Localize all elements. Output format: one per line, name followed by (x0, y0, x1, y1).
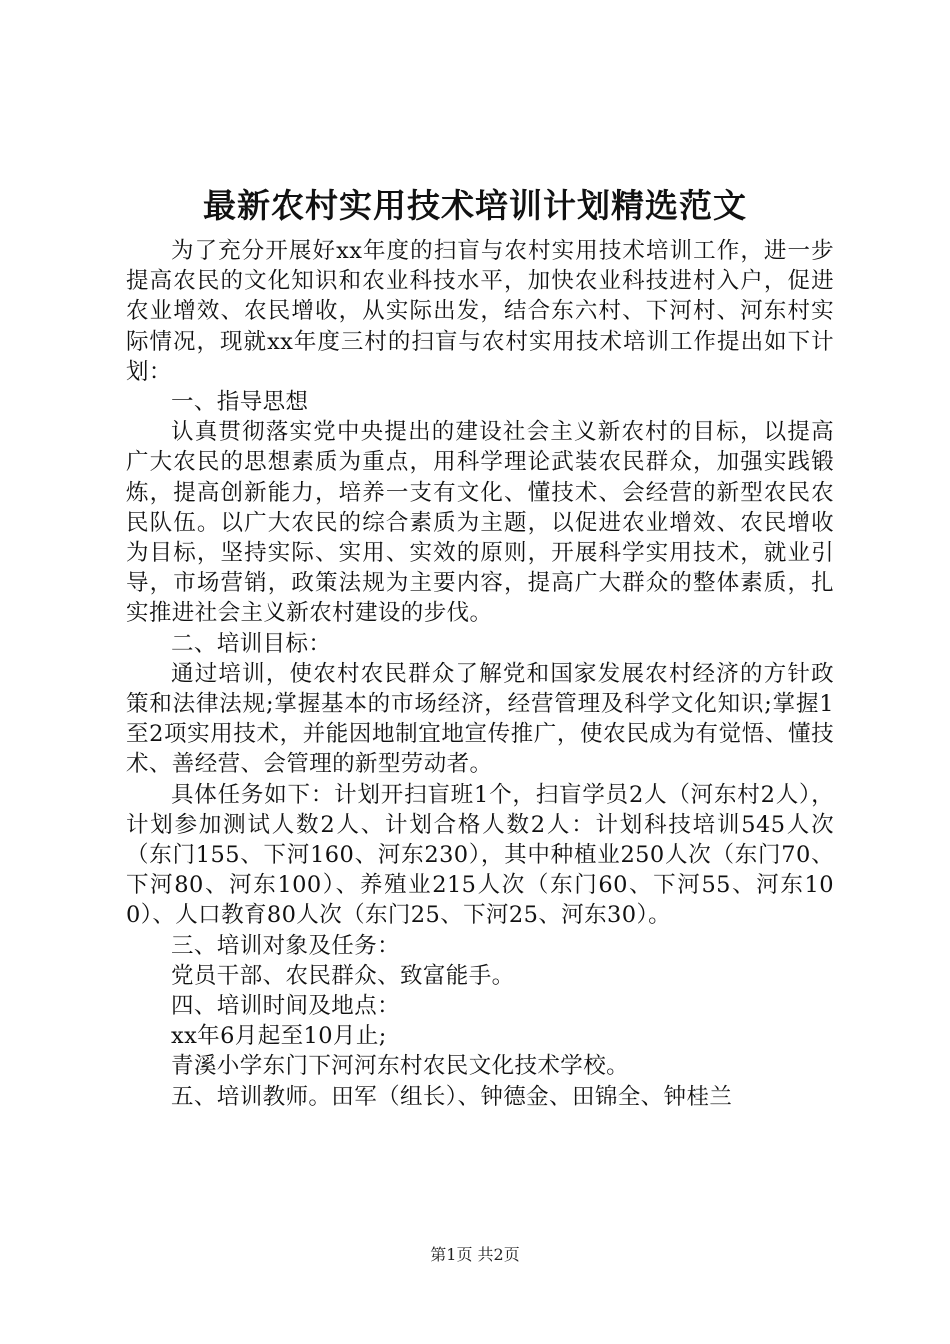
training-time-text: xx年6月起至10月止; (171, 1023, 387, 1050)
specific-tasks-paragraph: 具体任务如下：计划开扫盲班1个，扫盲学员2人（河东村2人），计划参加测试人数2人、计划合格人数2人：计划科技培训545人次（东门155、下河160、河东230），其中种植业250人次（东门70、下河80、河东100）、养殖业215人次（东门60、下河55、河东100）、人口教育80人次（东门25、下河25、河东30）。 (126, 781, 834, 929)
document-body (126, 236, 834, 1112)
section-heading-guiding-ideology: 一、指导思想 (171, 389, 309, 416)
training-goals-paragraph: 通过培训，使农村农民群众了解党和国家发展农村经济的方针政策和法律法规;掌握基本的市场经济，经营管理及科学文化知识;掌握1至2项实用技术，并能因地制宜地宣传推广，使农民成为有觉悟、懂技术、善经营、会管理的新型劳动者。 (126, 660, 834, 778)
guiding-ideology-paragraph: 认真贯彻落实党中央提出的建设社会主义新农村的目标，以提高广大农民的思想素质为重点，用科学理论武装农民群众，加强实践锻炼，提高创新能力，培养一支有文化、懂技术、会经营的新型农民农民队伍。以广大农民的综合素质为主题，以促进农业增效、农民增收为目标，坚持实际、实用、实效的原则，开展科学实用技术，就业引导，市场营销，政策法规为主要内容，提高广大群众的整体素质，扎实推进社会主义新农村建设的步伐。 (126, 419, 834, 627)
section-heading-time-place: 四、培训时间及地点： (171, 993, 401, 1020)
page-indicator: 第1页 共2页 (430, 1245, 520, 1264)
intro-paragraph: 为了充分开展好xx年度的扫盲与农村实用技术培训工作，进一步提高农民的文化知识和农业科技水平，加快农业科技进村入户，促进农业增效、农民增收，从实际出发，结合东六村、下河村、河东村实际情况，现就xx年度三村的扫盲与农村实用技术培训工作提出如下计划： (126, 238, 834, 385)
section-heading-training-goals: 二、培训目标： (171, 630, 332, 657)
document-title: 最新农村实用技术培训计划精选范文 (203, 186, 747, 225)
section-heading-teachers: 五、培训教师。田军（组长）、钟德金、田锦全、钟桂兰 (171, 1083, 733, 1110)
section-heading-training-targets: 三、培训对象及任务： (171, 932, 401, 959)
training-place-text: 青溪小学东门下河河东村农民文化技术学校。 (171, 1053, 630, 1080)
training-targets-text: 党员干部、农民群众、致富能手。 (171, 962, 515, 989)
